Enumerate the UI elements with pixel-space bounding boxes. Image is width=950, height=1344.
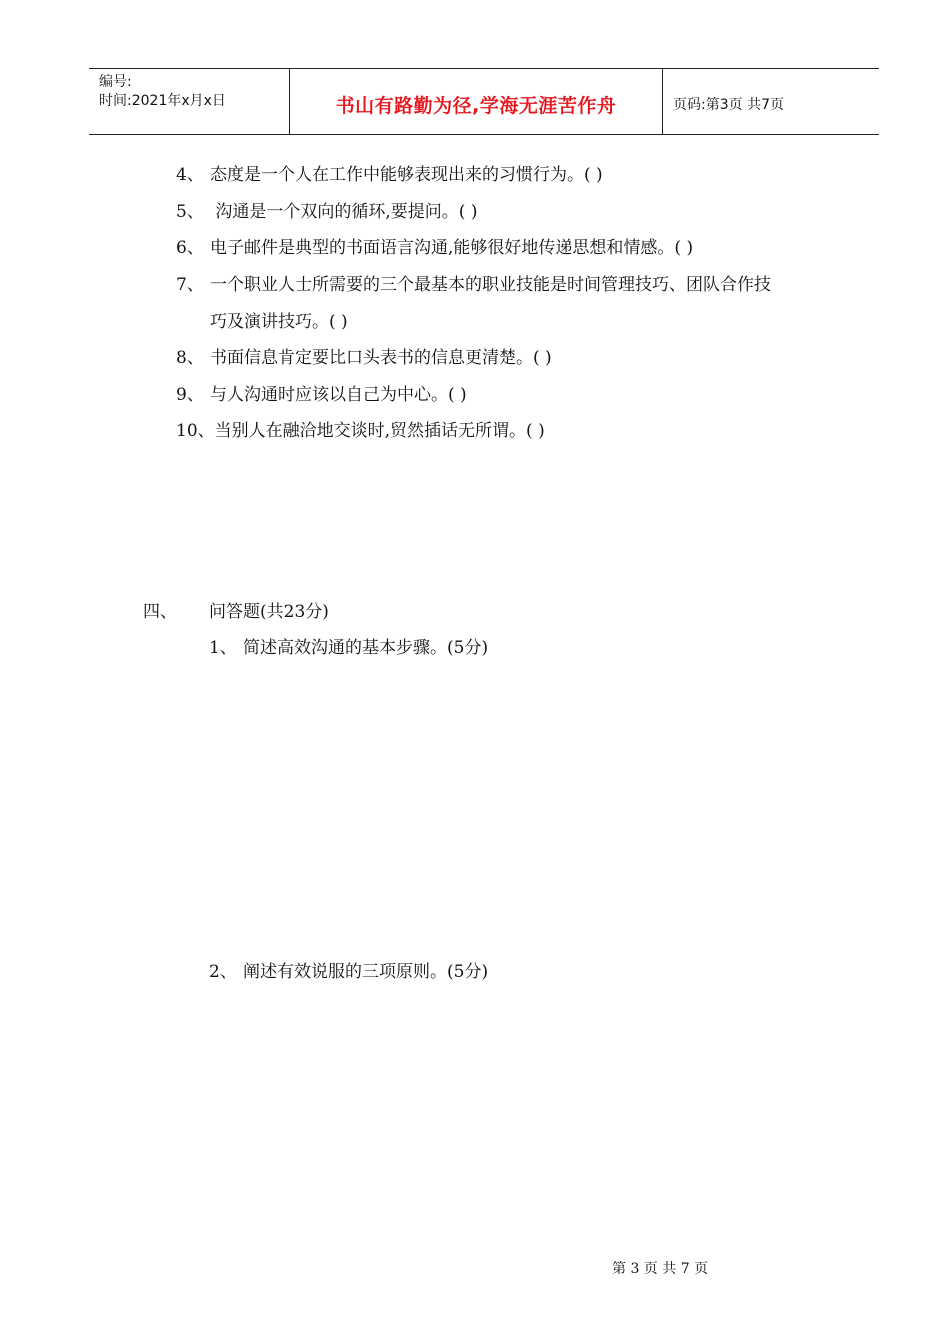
- question-number: 1、: [209, 638, 237, 658]
- page-footer: 第 3 页 共 7 页: [612, 1261, 709, 1277]
- list-item: [176, 270, 771, 295]
- item-number: 4、: [176, 165, 204, 185]
- item-text: 书面信息肯定要比口头表书的信息更清楚。( ): [210, 348, 552, 368]
- time-label: 时间:2021年x月x日: [99, 93, 226, 109]
- item-number: 8、: [176, 348, 204, 368]
- header-middle-cell: [290, 69, 663, 134]
- list-item: [176, 197, 477, 222]
- page-info: 页码:第3页 共7页: [673, 97, 784, 113]
- question-item: [209, 957, 488, 982]
- list-item: [176, 380, 467, 405]
- header-right-cell: [663, 69, 879, 134]
- item-text: 一个职业人士所需要的三个最基本的职业技能是时间管理技巧、团队合作技: [210, 275, 771, 295]
- list-item: [176, 416, 545, 441]
- list-item-continuation: 巧及演讲技巧。( ): [210, 312, 348, 332]
- item-number: 6、: [176, 238, 204, 258]
- section-heading: [143, 597, 329, 622]
- item-number: 9、: [176, 385, 204, 405]
- question-item: [209, 633, 488, 658]
- list-item: [176, 233, 693, 258]
- item-text: 当别人在融洽地交谈时,贸然插话无所谓。( ): [214, 421, 545, 441]
- motto-text: 书山有路勤为径,学海无涯苦作舟: [335, 95, 617, 117]
- header-left-cell: [89, 69, 290, 134]
- question-text: 简述高效沟通的基本步骤。(5分): [243, 638, 489, 658]
- section-title: 问答题(共23分): [209, 602, 329, 622]
- item-text: 与人沟通时应该以自己为中心。( ): [210, 385, 467, 405]
- item-text: 态度是一个人在工作中能够表现出来的习惯行为。( ): [210, 165, 603, 185]
- number-label: 编号:: [99, 74, 132, 90]
- item-text: 沟通是一个双向的循环,要提问。( ): [210, 202, 478, 222]
- section-number: 四、: [143, 602, 177, 622]
- header-table: [89, 68, 879, 135]
- item-number: 5、: [176, 202, 204, 222]
- item-text: 电子邮件是典型的书面语言沟通,能够很好地传递思想和情感。( ): [210, 238, 694, 258]
- item-number: 7、: [176, 275, 204, 295]
- question-text: 阐述有效说服的三项原则。(5分): [243, 962, 489, 982]
- question-number: 2、: [209, 962, 237, 982]
- item-number: 10、: [176, 421, 215, 441]
- list-item: [176, 343, 552, 368]
- list-item: [176, 160, 603, 185]
